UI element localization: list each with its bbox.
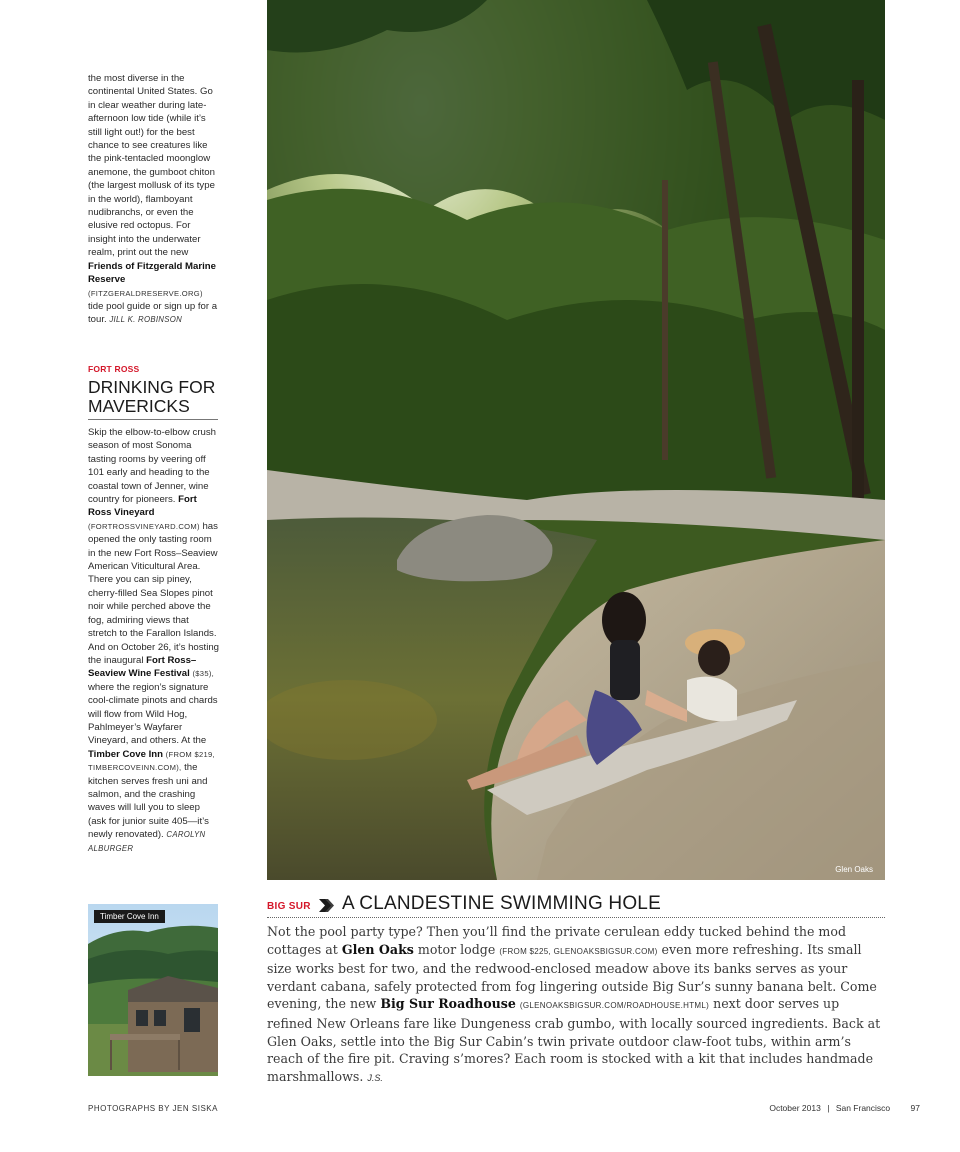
intro-author: JILL K. ROBINSON: [109, 315, 183, 325]
folio: [765, 1103, 920, 1113]
glen-oaks-photo: [267, 0, 885, 880]
big-sur-title: A CLANDESTINE SWIMMING HOLE: [342, 893, 661, 914]
inn-url: (FROM $219, TIMBERCOVEINN.COM),: [88, 749, 215, 773]
headline-rule: [88, 419, 218, 420]
glen-oaks-url: (FROM $225, GLENOAKSBIGSUR.COM): [499, 946, 658, 956]
swimming-hole-illustration: [267, 0, 885, 880]
folio-separator: |: [827, 1103, 830, 1113]
vineyard-name: Fort Ross Vineyard: [88, 494, 197, 519]
fort-ross-kicker: FORT ROSS: [88, 364, 140, 374]
fort-ross-column: [88, 426, 220, 855]
roadhouse-name: Big Sur Roadhouse: [380, 996, 516, 1012]
timber-cove-photo: [88, 904, 218, 1076]
timber-cove-illustration: [88, 904, 218, 1076]
vineyard-url: (FORTROSSVINEYARD.COM): [88, 521, 200, 531]
section-divider: [267, 917, 885, 918]
issue-date: October 2013: [769, 1103, 821, 1113]
inset-caption: Timber Cove Inn: [94, 910, 165, 923]
intro-column: [88, 72, 220, 327]
intro-text: the most diverse in the continental United States. Go in clear weather during late-afternoon low tide (while it’s still light out!) for the best chance to see creatures like the pink-tentacled moonglow anemone, the gumboot chiton (the largest mollusk of its type in the world), flamboyant nudibranchs, or even the elusive red octopus. For insight into the underwater realm, print out the new: [88, 73, 215, 259]
intro-text-2: tide pool guide or sign up for a tour.: [88, 300, 218, 326]
intro-paragraph: [88, 72, 220, 327]
big-sur-paragraph: Not the pool party type? Then you’ll find the private cerulean eddy tucked behind the mod cottages at Glen Oaks motor lodge (FROM $225, GLENOAKSBIGSUR.COM) even more refreshing. Its small size works best for two, and the redwood-enclosed meadow above its banks serves as your verdant cabana, safely protected from fog lingering outside Big Sur’s sunny banana belt. Come evening, the new Big Sur Roadhouse (GLENOAKSBIGSUR.COM/ROADHOUSE.HTML) next door serves up refined New Orleans fare like Dungeness crab gumbo, with locally sourced ingredients. Back at Glen Oaks, settle into the Big Sur Cabin’s twin private outdoor claw-foot tubs, within arm’s reach of the fire pit. Craving s’mores? Each room is stocked with a kit that includes handmade marshmallows. J.S.: [267, 924, 881, 1084]
page-number: 97: [910, 1103, 920, 1113]
roadhouse-url: (GLENOAKSBIGSUR.COM/ROADHOUSE.HTML): [519, 1001, 710, 1011]
festival-name: Fort Ross–Seaview Wine Festival: [88, 654, 197, 680]
friends-url: (FITZGERALDRESERVE.ORG): [88, 288, 203, 298]
glen-oaks-name: Glen Oaks: [341, 941, 414, 957]
photo-credit: PHOTOGRAPHS BY JEN SISKA: [88, 1104, 218, 1113]
main-photo-caption: Glen Oaks: [835, 865, 873, 874]
festival-price: ($35),: [192, 669, 215, 679]
fort-ross-headline: DRINKING FOR MAVERICKS: [88, 377, 216, 416]
friends-name: Friends of Fitzgerald Marine Reserve: [88, 260, 216, 286]
inn-name: Timber Cove Inn: [88, 748, 163, 760]
fort-ross-author: CAROLYN ALBURGER: [88, 830, 206, 853]
big-sur-kicker: BIG SUR: [267, 901, 311, 912]
big-sur-header: [267, 891, 885, 917]
magazine-name: San Francisco: [835, 1103, 891, 1113]
big-sur-author: J.S.: [367, 1072, 383, 1083]
double-chevron-right-icon: [319, 899, 335, 912]
fort-ross-paragraph: Skip the elbow-to-elbow crush season of most Sonoma tasting rooms by veering off 101 early and heading to the coastal town of Jenner, wine country for pioneers. Fort Ross Vineyard (FORTROSSVINEYARD.COM) has opened the only tasting room in the new Fort Ross–Seaview American Viticultural Area. There you can sip piney, cherry-filled Sea Slopes pinot noir while perched above the fog, admiring views that stretch to the Farallon Islands. And on October 26, it’s hosting the inaugural Fort Ross–Seaview Wine Festival ($35), where the region’s signature cool-climate pinots and chards will flow from Wild Hog, Pahlmeyer’s Wayfarer Vineyard, and others. At the Timber Cove Inn (FROM $219, TIMBERCOVEINN.COM), the kitchen serves fresh uni and salmon, and the crashing waves will lull you to sleep (ask for junior suite 405—it’s newly renovated). CAROLYN ALBURGER: [88, 427, 220, 853]
